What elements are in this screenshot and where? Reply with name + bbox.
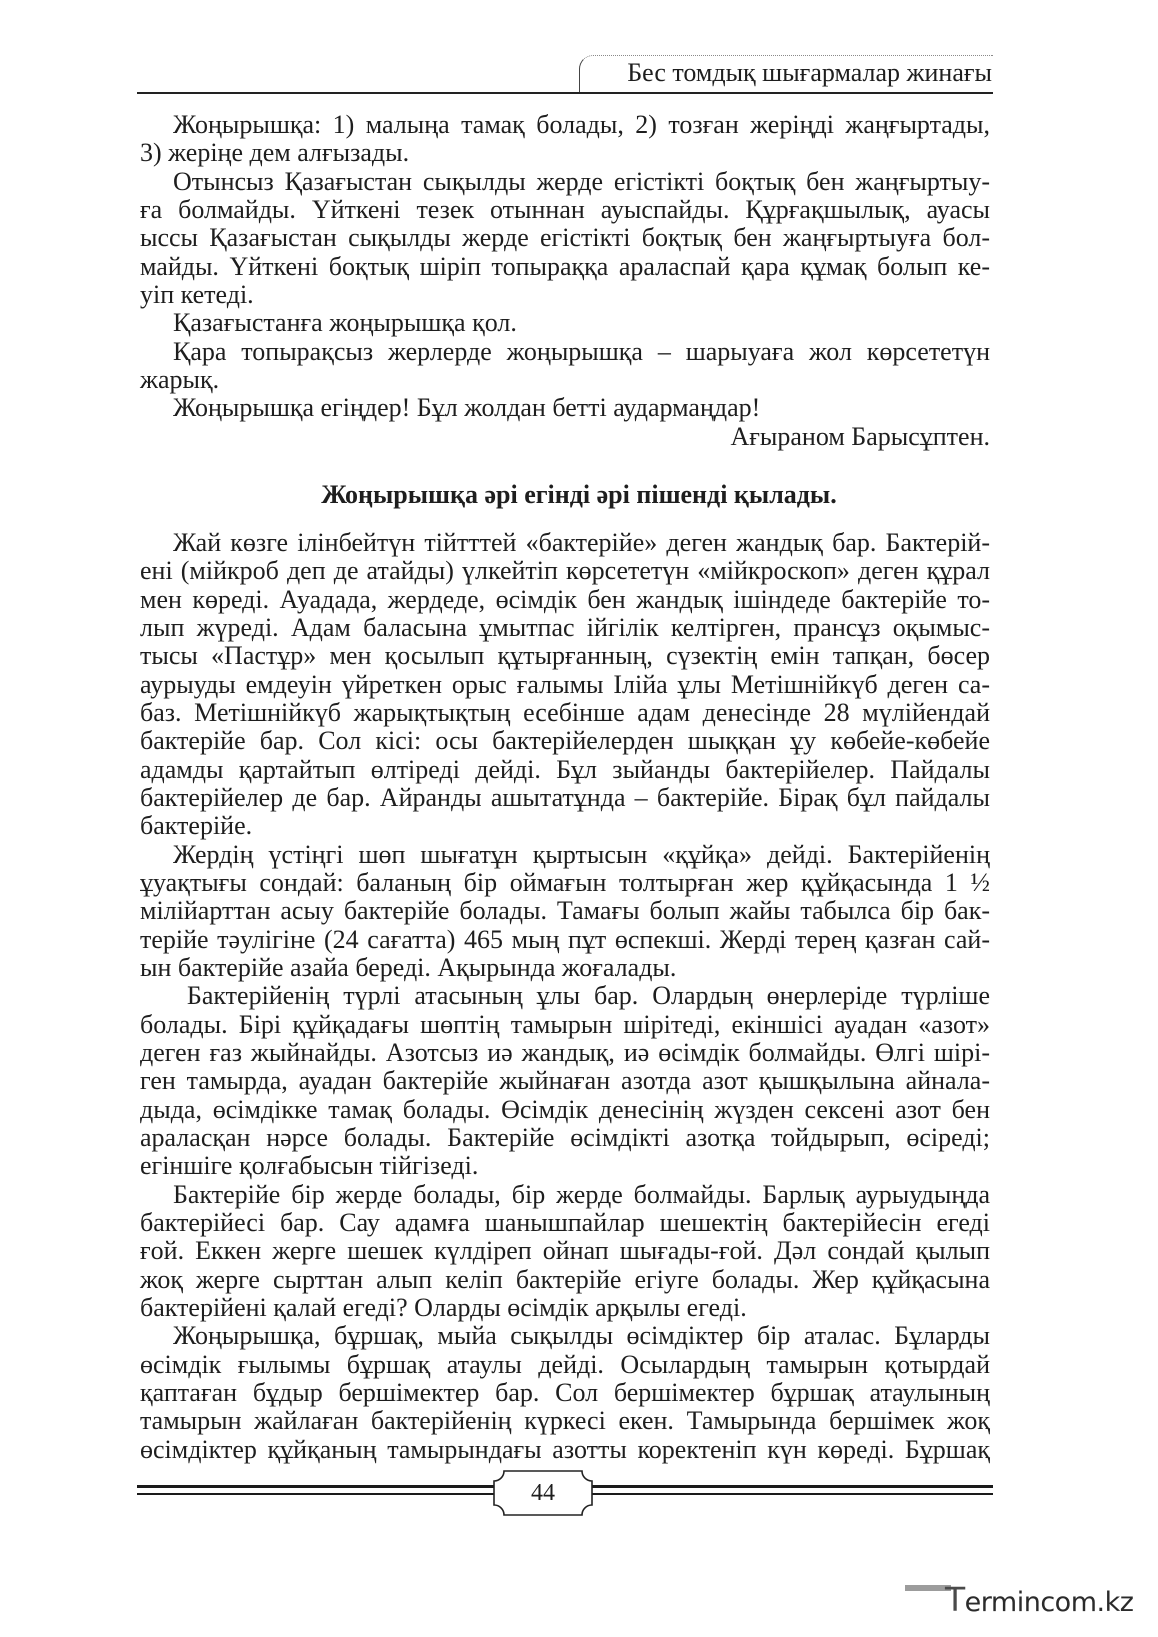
line-text: бактерійе бар. Сол кісі: осы бактерійелерден шыққан ұу көбейе-көбейе xyxy=(140,726,990,756)
article-2 xyxy=(140,529,990,1464)
line-text: ген тамырда, ауадан бактерійе жыйнаған азотда азот қышқылына айнала- xyxy=(140,1066,990,1096)
text-line xyxy=(140,1407,990,1435)
paragraph xyxy=(140,1181,990,1323)
text-line xyxy=(140,1039,990,1067)
line-text: қаптаған бұдыр бершімектер бар. Сол бершімектер бұршақ атаулының xyxy=(140,1377,990,1407)
line-text: тамырын жайлаған бактерійенің күркесі екен. Тамырында бершімек жоқ xyxy=(140,1406,990,1436)
line-text: ұуақтығы сондай: баланың бір оймағын толтырған жер құйқасында 1 ½ xyxy=(140,867,990,897)
text-line xyxy=(140,812,990,840)
header-rule xyxy=(137,92,993,94)
line-text: өсімдік ғылымы бұршақ атаулы дейді. Осылардың тамырын қотырдай xyxy=(140,1349,990,1379)
text-line xyxy=(140,1152,990,1180)
text-line xyxy=(140,1124,990,1152)
text-line xyxy=(140,1209,990,1237)
text-line xyxy=(140,869,990,897)
line-text: адамды қартайтып өлтіреді дейді. Бұл зыйанды бактерійелер. Пайдалы xyxy=(140,754,990,784)
line-text: Жоңырышқа егіңдер! Бұл жолдан бетті аудармаңдар! xyxy=(173,393,761,423)
text-line xyxy=(140,168,990,196)
line-text: Жай көзге ілінбейтүн тійтттей «бактерійе» деген жандық бар. Бактерій- xyxy=(173,528,990,557)
line-text: тысы «Пастұр» мен қосылып құтырғанның, сүзектің емін тапқан, бөсер xyxy=(140,641,990,671)
text-line xyxy=(140,727,990,755)
line-text: Бактерійе бір жерде болады, бір жерде болмайды. Барлық аурыудыңда xyxy=(173,1179,990,1209)
text-line xyxy=(140,1294,990,1322)
text-line xyxy=(140,1379,990,1407)
line-text: ға болмайды. Үйткені тезек отыннан ауыспайды. Құрғақшылық, ауасы xyxy=(140,194,990,224)
text-line xyxy=(140,394,990,422)
text-line xyxy=(140,529,990,557)
text-line xyxy=(140,642,990,670)
text-line xyxy=(140,1351,990,1379)
text-line xyxy=(140,1436,990,1464)
text-line xyxy=(140,841,990,869)
line-text: егіншіге қолғабысын тійгізеді. xyxy=(140,1151,479,1181)
line-text: мілійарттан асыу бактерійе болады. Тамағы болып жайы табылса бір бак- xyxy=(140,896,990,926)
text-line xyxy=(140,1011,990,1039)
paragraph xyxy=(140,309,990,337)
text-line xyxy=(140,897,990,925)
text-line xyxy=(140,982,990,1010)
page-number: 44 xyxy=(531,1480,555,1506)
line-text: Бактерійенің түрлі атасының ұлы бар. Олардың өнерлеріде түрліше xyxy=(173,981,990,1011)
text-line xyxy=(140,1237,990,1265)
text-line xyxy=(140,196,990,224)
line-text: Қазағыстанға жоңырышқа қол. xyxy=(173,308,517,338)
paragraph xyxy=(140,168,990,310)
text-line xyxy=(140,1067,990,1095)
line-text: өсімдіктер құйқаның тамырындағы азотты коректеніп күн көреді. Бұршақ xyxy=(140,1434,990,1464)
paragraph xyxy=(140,841,990,983)
text-line xyxy=(140,253,990,281)
text-line xyxy=(140,1322,990,1350)
line-text: бактерійе. xyxy=(140,811,253,841)
watermark-logo-text: Termincom.kz xyxy=(945,1580,1134,1619)
text-line xyxy=(140,586,990,614)
text-line xyxy=(140,926,990,954)
line-text: аурыуды емдеуін үйреткен орыс ғалымы Ілійа ұлы Метішнійкүб деген са- xyxy=(140,669,990,699)
line-text: жарық. xyxy=(140,364,220,394)
line-text: ғой. Еккен жерге шешек күлдіреп ойнап шығады-ғой. Дәл сондай қылып xyxy=(140,1236,990,1266)
line-text: уіп кетеді. xyxy=(140,279,254,309)
line-text: болады. Бірі құйқадағы шөптің тамырын шірітеді, екіншісі ауадан «азот» xyxy=(140,1009,990,1039)
text-line xyxy=(140,281,990,309)
line-text: терійе тәулігіне (24 сағатта) 465 мың пұт өспекші. Жерді терең қазған сай- xyxy=(140,924,990,954)
text-line xyxy=(140,756,990,784)
line-text: ыссы Қазағыстан сықылды жерде егістікті боқтық бен жаңғыртыуға бол- xyxy=(140,223,990,253)
line-text: баз. Метішнійкүб жарықтықтың есебінше адам денесінде 28 мүлійендай xyxy=(140,697,990,727)
signature-text: Ағыраном Барысұптен. xyxy=(730,421,990,451)
paragraph xyxy=(140,394,990,422)
text-line xyxy=(140,224,990,252)
paragraph xyxy=(140,529,990,841)
text-line xyxy=(140,366,990,394)
paragraph xyxy=(140,1322,990,1464)
line-text: деген ғаз жыйнайды. Азотсыз иә жандық, иә өсімдік болмайды. Өлгі шірі- xyxy=(140,1037,990,1067)
line-text: Жоңырышқа: 1) малыңа тамақ болады, 2) тозған жеріңді жаңғыртады, xyxy=(173,110,990,139)
article-1-body xyxy=(140,111,990,423)
text-line xyxy=(140,699,990,727)
line-text: бактерійесі бар. Сау адамға шанышпайлар шешектің бактерійесін егеді xyxy=(140,1207,990,1237)
article-2-body xyxy=(140,529,990,1464)
paragraph xyxy=(140,338,990,395)
line-text: дыда, өсімдікке тамақ болады. Өсімдік денесінің жүзден сексені азот бен xyxy=(140,1094,990,1124)
text-line xyxy=(140,1181,990,1209)
text-line xyxy=(140,784,990,812)
line-text: Жоңырышқа, бұршақ, мыйа сықылды өсімдіктер бір аталас. Бұларды xyxy=(173,1321,990,1351)
line-text: лып жүреді. Адам баласына ұмытпас ійгілік келтірген, прансұз оқымыс- xyxy=(140,612,990,642)
text-line xyxy=(140,1266,990,1294)
text-line xyxy=(140,614,990,642)
text-line xyxy=(140,139,990,167)
line-text: бактерійелер де бар. Айранды ашытатұнда – бактерійе. Бірақ бұл пайдалы xyxy=(140,782,990,812)
text-line xyxy=(140,557,990,585)
text-line xyxy=(140,338,990,366)
line-text: майды. Үйткені боқтық шіріп топыраққа араласпай қара құмақ болып ке- xyxy=(140,251,990,281)
line-text: ын бактерійе азайа береді. Ақырында жоғалады. xyxy=(140,952,677,982)
line-text: Отынсыз Қазағыстан сықылды жерде егістікті боқтық бен жаңғыртыу- xyxy=(173,166,990,196)
line-text: мен көреді. Ауадада, жердеде, өсімдік бен жандық ішіндеде бактерійе то- xyxy=(140,584,990,614)
line-text: 3) жеріңе дем алғызады. xyxy=(140,138,410,168)
text-line xyxy=(140,954,990,982)
text-line xyxy=(140,111,990,139)
text-line xyxy=(140,671,990,699)
paragraph xyxy=(140,982,990,1180)
line-text: жоқ жерге сырттан алып келіп бактерійе егіуге болады. Жер құйқасына xyxy=(140,1264,990,1294)
article-1 xyxy=(140,111,990,451)
line-text: Қара топырақсыз жерлерде жоңырышқа – шарыуаға жол көрсететүн xyxy=(173,336,990,366)
line-text: Жердің үстіңгі шөп шығатұн қыртысын «құйқа» дейді. Бактерійенің xyxy=(173,839,990,869)
article-1-signature xyxy=(140,423,990,451)
line-text: бактерійені қалай егеді? Оларды өсімдік арқылы егеді. xyxy=(140,1292,747,1322)
site-watermark xyxy=(905,1576,1145,1626)
line-text: араласқан нәрсе болады. Бактерійе өсімдікті азотқа тойдырып, өсіреді; xyxy=(140,1122,990,1152)
text-line xyxy=(140,309,990,337)
running-title: Бес томдық шығармалар жинағы xyxy=(627,58,992,87)
paragraph xyxy=(140,111,990,168)
line-text: ені (мійкроб деп де атайды) үлкейтіп көрсететүн «мійкроскоп» деген құрал xyxy=(140,556,990,586)
article-2-title: Жоңырышқа әрі егінді әрі пішенді қылады. xyxy=(321,480,837,509)
text-line xyxy=(140,1096,990,1124)
